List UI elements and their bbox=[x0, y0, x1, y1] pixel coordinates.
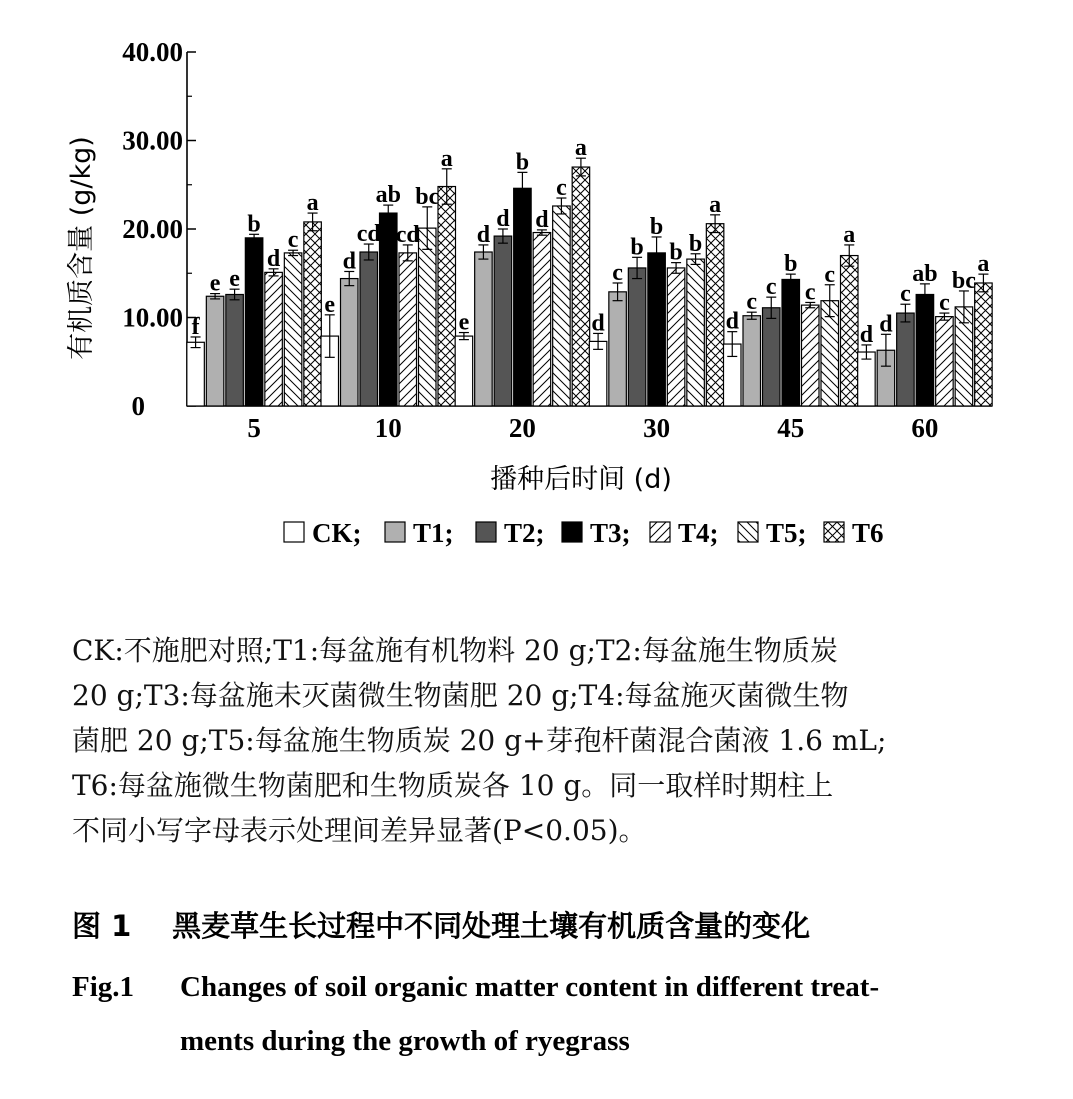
figure-label-en: Fig.1 bbox=[72, 971, 135, 1003]
bar-t2 bbox=[628, 268, 646, 406]
significance-letter: c bbox=[824, 261, 836, 288]
bar-t4 bbox=[399, 253, 417, 406]
y-tick-label: 0 bbox=[131, 391, 145, 421]
x-tick-label: 20 bbox=[508, 413, 536, 443]
significance-letter: ab bbox=[912, 260, 938, 287]
significance-letter: a bbox=[843, 221, 856, 248]
bar-t3 bbox=[514, 188, 532, 406]
significance-letter: b bbox=[515, 149, 530, 176]
bar-t4 bbox=[533, 233, 551, 406]
legend-swatch-t5 bbox=[738, 522, 758, 542]
legend-label-t6: T6 bbox=[852, 518, 884, 548]
significance-letter: c bbox=[287, 227, 299, 254]
bar-t2 bbox=[763, 308, 781, 406]
bar-t2 bbox=[897, 313, 915, 406]
bar-t4 bbox=[667, 268, 685, 406]
legend-label-t1: T1; bbox=[413, 518, 454, 548]
significance-letter: c bbox=[900, 281, 911, 308]
figure-notes bbox=[72, 628, 992, 853]
legend-label-t2: T2; bbox=[504, 518, 545, 548]
significance-letter: d bbox=[476, 221, 491, 248]
y-tick-label: 40.00 bbox=[122, 37, 183, 67]
significance-letter: cd bbox=[395, 221, 420, 248]
legend-swatch-t2 bbox=[476, 522, 496, 542]
legend-swatch-t4 bbox=[650, 522, 670, 542]
bar-t3 bbox=[782, 279, 800, 406]
bar-t4 bbox=[265, 272, 283, 406]
y-tick-label: 10.00 bbox=[122, 302, 183, 333]
bar-ck bbox=[455, 336, 473, 406]
bar-ck bbox=[589, 341, 607, 406]
significance-letter: bc bbox=[951, 267, 976, 294]
significance-letter: b bbox=[669, 239, 683, 266]
significance-letter: c bbox=[804, 279, 816, 306]
x-tick-label: 45 bbox=[777, 413, 805, 443]
bar-t3 bbox=[245, 238, 262, 406]
y-tick-label: 30.00 bbox=[122, 125, 183, 156]
significance-letter: d bbox=[535, 206, 549, 233]
bar-t2 bbox=[226, 294, 244, 406]
bar-t3 bbox=[380, 213, 398, 406]
bar-t2 bbox=[360, 252, 378, 406]
bar-t6 bbox=[304, 222, 322, 406]
x-tick-label: 5 bbox=[247, 413, 261, 443]
significance-letter: d bbox=[342, 248, 356, 275]
figure-title-en-line2: ments during the growth of ryegrass bbox=[180, 1025, 630, 1057]
significance-letter: cd bbox=[356, 221, 381, 248]
legend bbox=[284, 518, 884, 548]
significance-letter: a bbox=[574, 135, 587, 162]
note-line: T6:每盆施微生物菌肥和生物质炭各 10 g。同一取样时期柱上 bbox=[72, 769, 834, 802]
x-axis-label: 播种后时间 (d) bbox=[490, 464, 672, 495]
bar-ck bbox=[858, 352, 876, 406]
bar-t5 bbox=[284, 253, 302, 406]
significance-letter: a bbox=[709, 191, 722, 218]
significance-letter: e bbox=[209, 270, 221, 297]
bar-t1 bbox=[206, 296, 224, 406]
significance-letter: e bbox=[229, 266, 240, 293]
note-line: 菌肥 20 g;T5:每盆施生物质炭 20 g+芽孢杆菌混合菌液 1.6 mL; bbox=[72, 724, 887, 757]
figure-label-cn: 图 1 bbox=[72, 909, 132, 943]
bar-t2 bbox=[494, 236, 512, 406]
bar-t1 bbox=[743, 316, 761, 406]
significance-letter: b bbox=[247, 211, 261, 238]
bar-t4 bbox=[936, 317, 954, 406]
bar-ck bbox=[187, 342, 205, 406]
bar-t5 bbox=[419, 228, 437, 406]
legend-swatch-t6 bbox=[824, 522, 844, 542]
legend-label-t3: T3; bbox=[590, 518, 631, 548]
significance-letter: c bbox=[765, 274, 777, 301]
significance-letter: d bbox=[266, 245, 281, 272]
significance-letter: d bbox=[879, 311, 893, 338]
significance-letter: a bbox=[306, 190, 319, 217]
legend-swatch-t1 bbox=[385, 522, 405, 542]
significance-letter: c bbox=[556, 175, 567, 202]
significance-letter: e bbox=[324, 291, 336, 318]
bar-t1 bbox=[475, 252, 493, 406]
legend-swatch-t3 bbox=[562, 522, 582, 542]
bar-t6 bbox=[975, 283, 993, 406]
significance-letter: e bbox=[458, 309, 470, 336]
bar-t1 bbox=[609, 292, 627, 406]
legend-label-ck: CK; bbox=[312, 518, 362, 548]
significance-letter: a bbox=[977, 251, 990, 278]
significance-letter: b bbox=[784, 251, 798, 278]
bar-t5 bbox=[687, 259, 705, 406]
significance-letter: bc bbox=[415, 183, 440, 210]
bar-t3 bbox=[648, 253, 666, 406]
significance-letter: b bbox=[630, 234, 644, 261]
significance-letter: d bbox=[725, 308, 739, 335]
y-tick-label: 20.00 bbox=[122, 214, 183, 244]
bar-t3 bbox=[916, 294, 934, 406]
note-line: 20 g;T3:每盆施未灭菌微生物菌肥 20 g;T4:每盆施灭菌微生物 bbox=[72, 679, 849, 712]
significance-letter: ab bbox=[375, 182, 401, 209]
significance-letter: b bbox=[688, 230, 703, 257]
significance-letter: c bbox=[939, 290, 950, 317]
significance-letter: d bbox=[496, 206, 510, 232]
significance-letter: d bbox=[859, 321, 874, 348]
figure-title-en-line1: Changes of soil organic matter content in different treat- bbox=[180, 971, 880, 1003]
bar-t1 bbox=[341, 279, 359, 406]
bar-t6 bbox=[841, 256, 859, 406]
bar-t6 bbox=[706, 224, 724, 406]
significance-letter: d bbox=[591, 310, 605, 337]
x-tick-label: 60 bbox=[911, 413, 939, 443]
significance-letter: a bbox=[440, 145, 453, 172]
figure-title-cn bbox=[72, 904, 810, 945]
legend-label-t5: T5; bbox=[766, 518, 807, 548]
y-axis-label: 有机质含量 (g/kg) bbox=[66, 136, 97, 360]
bar-t6 bbox=[572, 167, 590, 406]
significance-letter: b bbox=[649, 213, 664, 240]
note-line: 不同小写字母表示处理间差异显著(P<0.05)。 bbox=[72, 814, 647, 847]
bar-t4 bbox=[802, 305, 820, 406]
x-tick-label: 30 bbox=[643, 413, 671, 443]
significance-letter: c bbox=[612, 259, 623, 286]
x-tick-label: 10 bbox=[374, 413, 402, 443]
significance-letter: f bbox=[191, 313, 200, 340]
bar-t5 bbox=[553, 206, 571, 406]
figure-title-cn-text: 黑麦草生长过程中不同处理土壤有机质含量的变化 bbox=[172, 909, 811, 943]
significance-letter: c bbox=[746, 289, 758, 316]
note-line: CK:不施肥对照;T1:每盆施有机物料 20 g;T2:每盆施生物质炭 bbox=[72, 634, 838, 667]
bar-t6 bbox=[438, 187, 456, 406]
legend-swatch-ck bbox=[284, 522, 304, 542]
legend-label-t4: T4; bbox=[678, 518, 719, 548]
